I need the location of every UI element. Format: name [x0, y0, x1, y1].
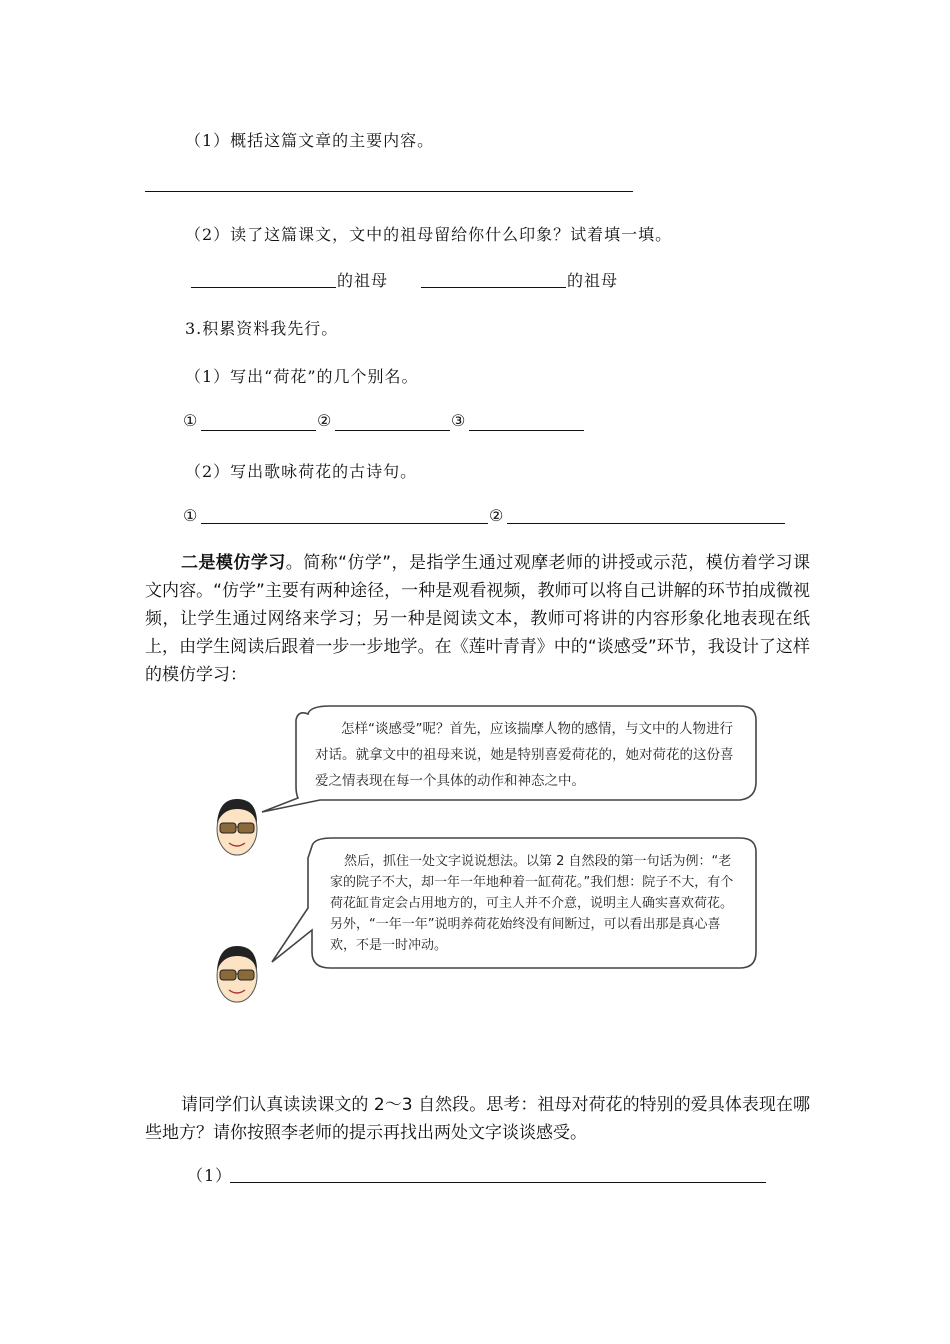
poem-marker-1: ①	[183, 506, 199, 525]
speech-bubble-2-text: 然后，抓住一处文字说说想法。以第 2 自然段的第一句话为例：“老家的院子不大，却一年一年地种着一缸荷花。”我们想：院子不大，有个荷花缸肯定会占用地方的，可主人并不介意，说明主人确实喜欢荷花。另外，“一年一年”说明养荷花始终没有间断过，可以看出那是真心喜欢，不是一时冲动。	[330, 854, 734, 953]
task-paragraph: 请同学们认真读读课文的 2～3 自然段。思考：祖母对荷花的特别的爱具体表现在哪些地方？请你按照李老师的提示再找出两处文字谈谈感受。	[145, 1095, 810, 1143]
answer-line-impression-1[interactable]	[191, 287, 336, 288]
teacher-avatar-1	[217, 799, 257, 855]
impression-suffix-1: 的祖母	[337, 271, 389, 290]
question-summary: （1）概括这篇文章的主要内容。	[185, 131, 435, 150]
speech-bubble-1-text: 怎样“谈感受”呢？首先，应该揣摩人物的感情，与文中的人物进行对话。就拿文中的祖母来说，她是特别喜爱荷花的，她对荷花的这份喜爱之情表现在每一个具体的动作和神态之中。	[315, 721, 734, 789]
answer-line-impression-2[interactable]	[421, 287, 566, 288]
answer-line-task-1[interactable]	[230, 1182, 766, 1183]
answer-line-name-2[interactable]	[335, 430, 450, 431]
answer-line-name-3[interactable]	[469, 430, 584, 431]
paragraph-bold-lead: 二是模仿学习	[181, 553, 286, 573]
impression-suffix-2: 的祖母	[567, 271, 619, 290]
paragraph-body: 。简称“仿学”，是指学生通过观摩老师的讲授或示范，模仿着学习课文内容。“仿学”主要有两种途径，一种是观看视频，教师可以将自己讲解的环节拍成微视频，让学生通过网络来学习；另一种是阅读文本，教师可将讲的内容形象化地表现在纸上，由学生阅读后跟着一步一步地学。在《莲叶青青》中的“谈感受”环节，我设计了这样的模仿学习：	[145, 553, 810, 685]
answer-line-summary[interactable]	[145, 191, 633, 192]
poem-marker-2: ②	[489, 506, 505, 525]
marker-3: ③	[451, 411, 467, 430]
answer-line-name-1[interactable]	[201, 430, 316, 431]
question-lotus-names: （1）写出“荷花”的几个别名。	[185, 367, 419, 386]
question-impression: （2）读了这篇课文，文中的祖母留给你什么印象？试着填一填。	[185, 225, 673, 244]
section-3-title: 3.积累资料我先行。	[185, 319, 339, 338]
answer-line-poem-1[interactable]	[201, 523, 488, 524]
imitation-paragraph	[145, 549, 810, 689]
teacher-avatar-2	[217, 946, 257, 1002]
question-lotus-poems: （2）写出歌咏荷花的古诗句。	[185, 462, 418, 481]
marker-1: ①	[183, 411, 199, 430]
answer-line-poem-2[interactable]	[507, 523, 785, 524]
task-item-1-label: （1）	[187, 1166, 233, 1185]
marker-2: ②	[317, 411, 333, 430]
